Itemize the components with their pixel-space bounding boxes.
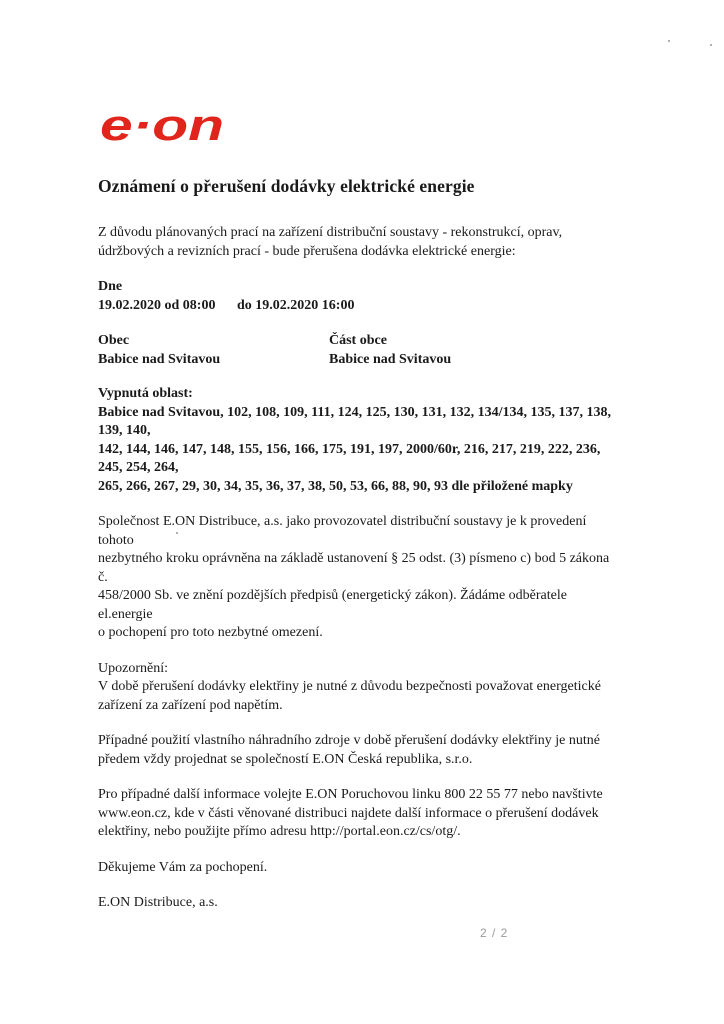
warning-line: V době přerušení dodávky elektřiny je nutné z důvodu bezpečnosti považovat energetické xyxy=(98,679,601,694)
intro-paragraph xyxy=(98,224,618,261)
generator-line: předem vždy projednat se společností E.ON Česká republika, s.r.o. xyxy=(98,751,473,767)
warning-label: Upozornění: xyxy=(98,660,168,676)
intro-line: údržbových a revizních prací - bude přerušena dodávka elektrické energie: xyxy=(98,243,516,259)
info-line: Pro případné další informace volejte E.ON Poruchovou linku 800 22 55 77 nebo navštivte xyxy=(98,787,603,802)
legal-line: o pochopení pro toto nezbytné omezení. xyxy=(98,625,323,640)
info-line: elektřiny, nebo použijte přímo adresu http://portal.eon.cz/cs/otg/. xyxy=(98,824,461,839)
notice-document xyxy=(98,176,618,913)
info-paragraph xyxy=(98,786,618,842)
area-line: Babice nad Svitavou, 102, 108, 109, 111, 124, 125, 130, 131, 132, 134/134, 135, 137, 138, 139, 140, xyxy=(98,404,611,438)
legal-line: nezbytného kroku oprávněna na základě ustanovení § 25 odst. (3) písmeno c) bod 5 zákona č. xyxy=(98,551,610,585)
affected-area xyxy=(98,385,618,496)
eon-logo-text: e·on xyxy=(100,102,224,150)
municipality xyxy=(98,332,329,369)
info-line: www.eon.cz, kde v části věnované distribuci najdete další informace o přerušení dodávek xyxy=(98,805,599,821)
scan-speck xyxy=(668,40,670,42)
warning-line: zařízení za zařízení pod napětím. xyxy=(98,697,283,713)
page-number: 2 / 2 xyxy=(480,926,509,940)
warning-paragraph xyxy=(98,660,618,716)
generator-paragraph xyxy=(98,732,618,769)
generator-line: Případné použití vlastního náhradního zdroje v době přerušení dodávky elektřiny je nutné xyxy=(98,733,600,748)
thanks-line: Děkujeme Vám za pochopení. xyxy=(98,859,268,875)
signature: E.ON Distribuce, a.s. xyxy=(98,895,218,910)
district xyxy=(329,332,451,369)
area-line: 265, 266, 267, 29, 30, 34, 35, 36, 37, 38, 50, 53, 66, 88, 90, 93 dle přiložené mapky xyxy=(98,478,573,494)
date-to: do 19.02.2020 16:00 xyxy=(237,297,355,313)
eon-logo xyxy=(98,102,228,152)
location-block xyxy=(98,332,618,369)
date-times xyxy=(98,297,618,316)
legal-line: 458/2000 Sb. ve znění pozdějších předpisů (energetický zákon). Žádáme odběratele el.energie xyxy=(98,588,567,622)
legal-line: Společnost E.ON Distribuce, a.s. jako provozovatel distribuční soustavy je k provedení tohoto xyxy=(98,514,587,548)
intro-line: Z důvodu plánovaných prací na zařízení distribuční soustavy - rekonstrukcí, oprav, xyxy=(98,225,563,240)
date-label: Dne xyxy=(98,279,123,294)
district-label: Část obce xyxy=(329,333,387,348)
scan-speck xyxy=(710,44,712,46)
municipality-value: Babice nad Svitavou xyxy=(98,351,221,367)
area-line: 142, 144, 146, 147, 148, 155, 156, 166, 175, 191, 197, 2000/60r, 216, 217, 219, 222, 236, 245, 254, 264, xyxy=(98,441,601,475)
date-block xyxy=(98,278,618,315)
date-from: 19.02.2020 od 08:00 xyxy=(98,297,216,313)
municipality-label: Obec xyxy=(98,333,130,348)
area-label: Vypnutá oblast: xyxy=(98,386,193,401)
district-value: Babice nad Svitavou xyxy=(329,351,452,367)
notice-title: Oznámení o přerušení dodávky elektrické energie xyxy=(98,176,475,196)
legal-paragraph xyxy=(98,513,618,643)
